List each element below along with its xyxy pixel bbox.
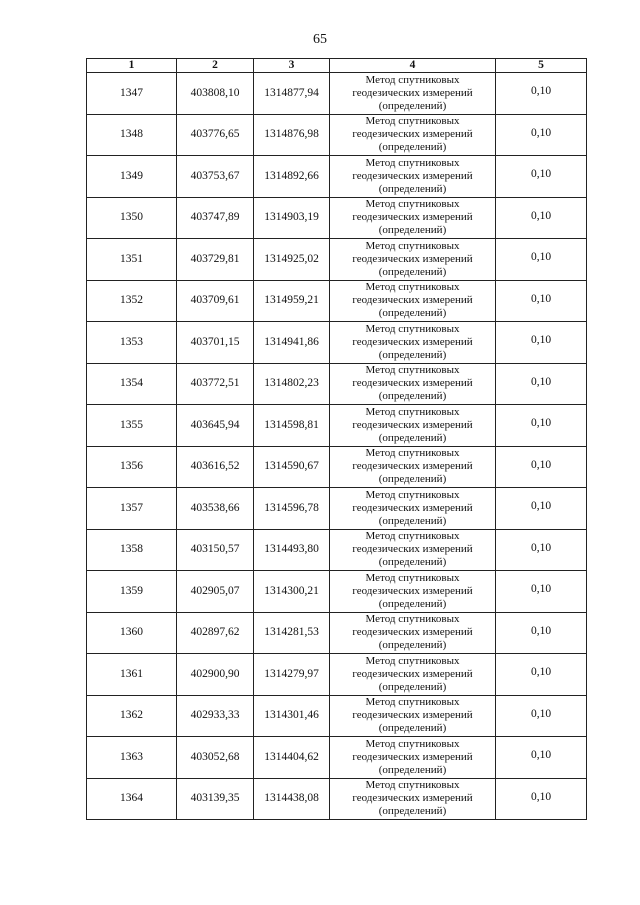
point-number-cell: 1350 <box>87 197 177 239</box>
table-row <box>87 488 587 530</box>
method-cell <box>330 737 496 779</box>
y-coordinate-cell: 1314438,08 <box>254 778 330 820</box>
y-coordinate-cell: 1314876,98 <box>254 114 330 156</box>
method-cell <box>330 197 496 239</box>
point-number-cell: 1360 <box>87 612 177 654</box>
method-cell <box>330 654 496 696</box>
method-line: геодезических измерений <box>352 335 473 348</box>
point-number-cell: 1364 <box>87 778 177 820</box>
table-row <box>87 654 587 696</box>
y-coordinate-cell: 1314300,21 <box>254 571 330 613</box>
accuracy-cell: 0,10 <box>496 778 587 820</box>
method-line: Метод спутниковых <box>365 115 460 128</box>
accuracy-cell: 0,10 <box>496 446 587 488</box>
method-line: геодезических измерений <box>352 252 473 265</box>
method-line: геодезических измерений <box>352 377 473 390</box>
method-line: (определений) <box>378 805 447 818</box>
header-cell-4: 4 <box>330 59 496 73</box>
method-line: геодезических измерений <box>352 128 473 141</box>
table-body <box>87 73 587 820</box>
method-line: (определений) <box>378 182 447 195</box>
point-number-cell: 1355 <box>87 405 177 447</box>
y-coordinate-cell: 1314903,19 <box>254 197 330 239</box>
method-cell <box>330 156 496 198</box>
method-line: (определений) <box>378 680 447 693</box>
accuracy-cell: 0,10 <box>496 156 587 198</box>
method-line: Метод спутниковых <box>365 364 460 377</box>
table-row <box>87 156 587 198</box>
method-line: геодезических измерений <box>352 86 473 99</box>
method-cell <box>330 695 496 737</box>
method-cell <box>330 239 496 281</box>
accuracy-cell: 0,10 <box>496 488 587 530</box>
method-line: Метод спутниковых <box>365 654 460 667</box>
header-cell-5: 5 <box>496 59 587 73</box>
point-number-cell: 1347 <box>87 73 177 115</box>
table-header <box>87 59 587 73</box>
method-line: (определений) <box>378 390 447 403</box>
x-coordinate-cell: 403538,66 <box>177 488 254 530</box>
x-coordinate-cell: 403709,61 <box>177 280 254 322</box>
y-coordinate-cell: 1314404,62 <box>254 737 330 779</box>
x-coordinate-cell: 402897,62 <box>177 612 254 654</box>
x-coordinate-cell: 403772,51 <box>177 363 254 405</box>
y-coordinate-cell: 1314596,78 <box>254 488 330 530</box>
header-row <box>87 59 587 73</box>
y-coordinate-cell: 1314892,66 <box>254 156 330 198</box>
method-line: геодезических измерений <box>352 709 473 722</box>
table-row <box>87 114 587 156</box>
header-cell-1: 1 <box>87 59 177 73</box>
accuracy-cell: 0,10 <box>496 114 587 156</box>
table-row <box>87 405 587 447</box>
table-row <box>87 529 587 571</box>
method-cell <box>330 280 496 322</box>
header-cell-3: 3 <box>254 59 330 73</box>
point-number-cell: 1362 <box>87 695 177 737</box>
method-line: (определений) <box>378 763 447 776</box>
point-number-cell: 1358 <box>87 529 177 571</box>
method-line: (определений) <box>378 99 447 112</box>
accuracy-cell: 0,10 <box>496 737 587 779</box>
y-coordinate-cell: 1314493,80 <box>254 529 330 571</box>
method-line: Метод спутниковых <box>365 281 460 294</box>
point-number-cell: 1356 <box>87 446 177 488</box>
table-row <box>87 280 587 322</box>
method-cell <box>330 322 496 364</box>
method-line: Метод спутниковых <box>365 737 460 750</box>
method-line: Метод спутниковых <box>365 198 460 211</box>
method-line: геодезических измерений <box>352 750 473 763</box>
accuracy-cell: 0,10 <box>496 405 587 447</box>
accuracy-cell: 0,10 <box>496 363 587 405</box>
accuracy-cell: 0,10 <box>496 239 587 281</box>
method-line: Метод спутниковых <box>365 571 460 584</box>
x-coordinate-cell: 403052,68 <box>177 737 254 779</box>
method-line: Метод спутниковых <box>365 73 460 86</box>
method-line: Метод спутниковых <box>365 447 460 460</box>
x-coordinate-cell: 402900,90 <box>177 654 254 696</box>
method-cell <box>330 363 496 405</box>
x-coordinate-cell: 403753,67 <box>177 156 254 198</box>
header-cell-2: 2 <box>177 59 254 73</box>
table-row <box>87 737 587 779</box>
point-number-cell: 1354 <box>87 363 177 405</box>
x-coordinate-cell: 403616,52 <box>177 446 254 488</box>
method-cell <box>330 571 496 613</box>
method-line: (определений) <box>378 639 447 652</box>
table-row <box>87 322 587 364</box>
method-line: Метод спутниковых <box>365 530 460 543</box>
table-row <box>87 571 587 613</box>
method-line: (определений) <box>378 224 447 237</box>
method-line: (определений) <box>378 141 447 154</box>
method-line: Метод спутниковых <box>365 405 460 418</box>
point-number-cell: 1348 <box>87 114 177 156</box>
accuracy-cell: 0,10 <box>496 322 587 364</box>
point-number-cell: 1351 <box>87 239 177 281</box>
x-coordinate-cell: 403645,94 <box>177 405 254 447</box>
y-coordinate-cell: 1314301,46 <box>254 695 330 737</box>
point-number-cell: 1361 <box>87 654 177 696</box>
table-row <box>87 778 587 820</box>
method-line: Метод спутниковых <box>365 613 460 626</box>
x-coordinate-cell: 402933,33 <box>177 695 254 737</box>
method-cell <box>330 488 496 530</box>
method-cell <box>330 73 496 115</box>
method-line: (определений) <box>378 514 447 527</box>
method-line: геодезических измерений <box>352 626 473 639</box>
method-line: (определений) <box>378 597 447 610</box>
accuracy-cell: 0,10 <box>496 695 587 737</box>
method-line: Метод спутниковых <box>365 322 460 335</box>
method-line: геодезических измерений <box>352 543 473 556</box>
method-line: (определений) <box>378 348 447 361</box>
y-coordinate-cell: 1314802,23 <box>254 363 330 405</box>
table-row <box>87 239 587 281</box>
method-line: Метод спутниковых <box>365 779 460 792</box>
method-line: (определений) <box>378 722 447 735</box>
point-number-cell: 1357 <box>87 488 177 530</box>
table-row <box>87 197 587 239</box>
method-cell <box>330 446 496 488</box>
x-coordinate-cell: 403808,10 <box>177 73 254 115</box>
accuracy-cell: 0,10 <box>496 654 587 696</box>
x-coordinate-cell: 403139,35 <box>177 778 254 820</box>
method-line: (определений) <box>378 473 447 486</box>
table-row <box>87 363 587 405</box>
point-number-cell: 1359 <box>87 571 177 613</box>
method-cell <box>330 405 496 447</box>
point-number-cell: 1363 <box>87 737 177 779</box>
y-coordinate-cell: 1314590,67 <box>254 446 330 488</box>
method-line: Метод спутниковых <box>365 239 460 252</box>
y-coordinate-cell: 1314598,81 <box>254 405 330 447</box>
method-line: геодезических измерений <box>352 584 473 597</box>
x-coordinate-cell: 403701,15 <box>177 322 254 364</box>
x-coordinate-cell: 403729,81 <box>177 239 254 281</box>
method-line: геодезических измерений <box>352 211 473 224</box>
method-line: Метод спутниковых <box>365 488 460 501</box>
x-coordinate-cell: 403747,89 <box>177 197 254 239</box>
table-row <box>87 612 587 654</box>
method-line: геодезических измерений <box>352 418 473 431</box>
y-coordinate-cell: 1314941,86 <box>254 322 330 364</box>
table-row <box>87 695 587 737</box>
y-coordinate-cell: 1314925,02 <box>254 239 330 281</box>
y-coordinate-cell: 1314877,94 <box>254 73 330 115</box>
method-line: геодезических измерений <box>352 667 473 680</box>
accuracy-cell: 0,10 <box>496 197 587 239</box>
coordinates-table <box>86 58 587 820</box>
x-coordinate-cell: 403150,57 <box>177 529 254 571</box>
method-line: Метод спутниковых <box>365 156 460 169</box>
page-number: 65 <box>313 32 327 47</box>
method-line: геодезических измерений <box>352 460 473 473</box>
method-line: (определений) <box>378 556 447 569</box>
x-coordinate-cell: 403776,65 <box>177 114 254 156</box>
accuracy-cell: 0,10 <box>496 571 587 613</box>
method-line: геодезических измерений <box>352 294 473 307</box>
method-line: (определений) <box>378 431 447 444</box>
point-number-cell: 1353 <box>87 322 177 364</box>
method-cell <box>330 612 496 654</box>
method-cell <box>330 114 496 156</box>
accuracy-cell: 0,10 <box>496 529 587 571</box>
accuracy-cell: 0,10 <box>496 612 587 654</box>
point-number-cell: 1349 <box>87 156 177 198</box>
x-coordinate-cell: 402905,07 <box>177 571 254 613</box>
method-line: геодезических измерений <box>352 501 473 514</box>
accuracy-cell: 0,10 <box>496 73 587 115</box>
y-coordinate-cell: 1314279,97 <box>254 654 330 696</box>
method-line: геодезических измерений <box>352 792 473 805</box>
method-line: (определений) <box>378 307 447 320</box>
table-row <box>87 73 587 115</box>
point-number-cell: 1352 <box>87 280 177 322</box>
y-coordinate-cell: 1314281,53 <box>254 612 330 654</box>
method-line: геодезических измерений <box>352 169 473 182</box>
table-row <box>87 446 587 488</box>
method-cell <box>330 529 496 571</box>
method-line: (определений) <box>378 265 447 278</box>
accuracy-cell: 0,10 <box>496 280 587 322</box>
y-coordinate-cell: 1314959,21 <box>254 280 330 322</box>
method-cell <box>330 778 496 820</box>
method-line: Метод спутниковых <box>365 696 460 709</box>
